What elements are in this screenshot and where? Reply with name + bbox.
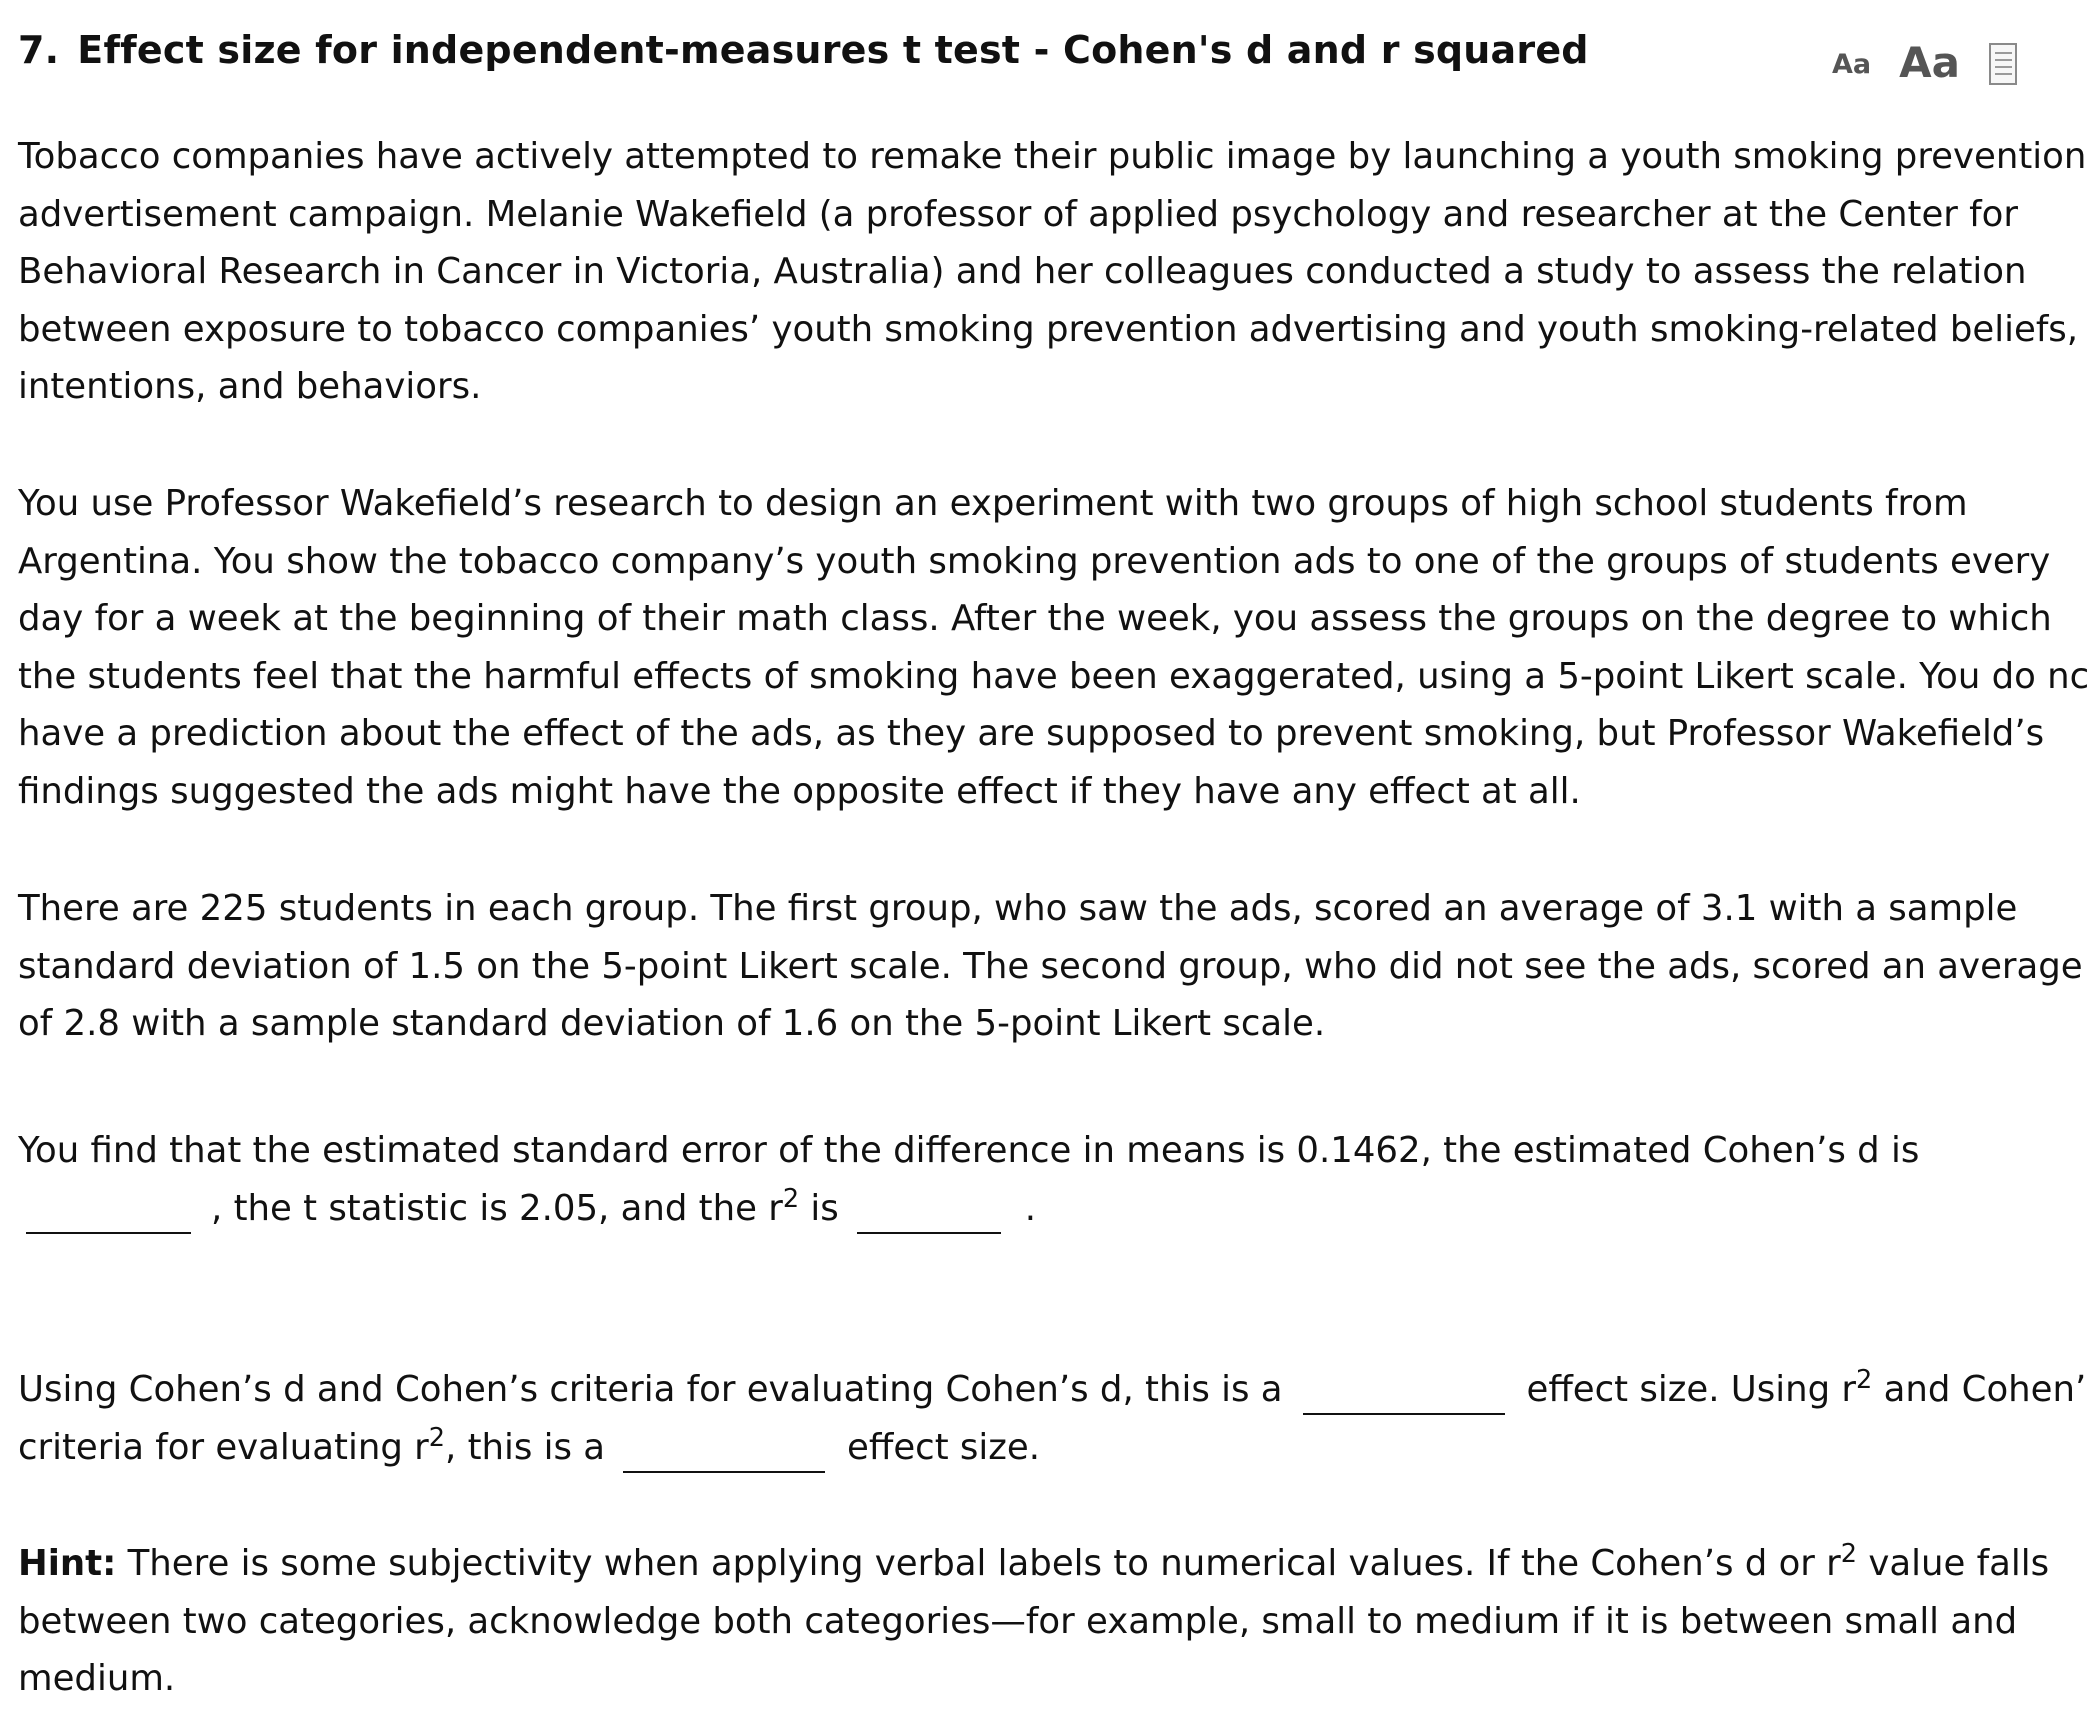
experiment-line-6: findings suggested the ads might have the opposite effect if they have any effect at all. — [18, 770, 1581, 812]
effect-size-line-1-using-r2: effect size. Using r — [1526, 1369, 1857, 1410]
group-data-line-1: There are 225 students in each group. The first group, who saw the ads, scored an average of 3.1 with a sample — [18, 888, 2018, 929]
results-line-2-text: , the t statistic is 2.05, and the r — [211, 1187, 783, 1229]
r-squared-superscript: 2 — [1840, 1539, 1858, 1570]
intro-line-5: intentions, and behaviors. — [18, 366, 482, 408]
intro-line-1: Tobacco companies have actively attempted to remake their public image by launching a youth smoking prevention — [18, 136, 2087, 177]
hint-line-1-end: value falls — [1857, 1543, 2050, 1584]
intro-paragraph — [18, 128, 2087, 416]
r-squared-superscript: 2 — [428, 1422, 446, 1453]
cohens-d-effect-label-blank[interactable] — [1303, 1376, 1505, 1415]
document-icon[interactable] — [1988, 42, 2018, 86]
r-squared-answer-blank[interactable] — [857, 1194, 1001, 1233]
effect-size-line-2-end: effect size. — [847, 1426, 1041, 1468]
experiment-line-3: day for a week at the beginning of their math class. After the week, you assess the groups on the degree to which — [18, 598, 2052, 640]
group-data-paragraph — [18, 880, 2083, 1053]
increase-text-size-button[interactable]: Aa — [1899, 38, 1960, 87]
group-data-line-2: standard deviation of 1.5 on the 5-point Likert scale. The second group, who did not see the ads, scored an average — [18, 945, 2083, 987]
results-line-2-period: . — [1024, 1187, 1037, 1229]
results-line-2 — [18, 1180, 2046, 1238]
intro-line-4: between exposure to tobacco companies’ youth smoking prevention advertising and youth smoking-related beliefs, — [18, 308, 2079, 350]
hint-line-1-text: There is some subjectivity when applying verbal labels to numerical values. If the Cohen’s d or r — [116, 1543, 1841, 1584]
effect-size-line-2 — [18, 1419, 2046, 1477]
effect-size-line-1-text: Using Cohen’s d and Cohen’s criteria for evaluating Cohen’s d, this is a — [18, 1369, 1283, 1410]
question-number: 7. — [18, 28, 60, 72]
experiment-line-1: You use Professor Wakefield’s research to design an experiment with two groups of high school students from — [18, 483, 1968, 524]
intro-line-2: advertisement campaign. Melanie Wakefield (a professor of applied psychology and researcher at the Center for — [18, 193, 2018, 235]
hint-line-3: medium. — [18, 1658, 176, 1700]
question-title-text: Effect size for independent-measures t test - Cohen's d and r squared — [77, 28, 1589, 72]
effect-size-line-2-this-is: , this is a — [445, 1426, 606, 1468]
r-squared-effect-label-blank[interactable] — [623, 1433, 825, 1472]
effect-size-line-1-cohen: and Cohen’ — [1872, 1369, 2087, 1410]
results-paragraph — [18, 1122, 2046, 1237]
experiment-line-5: have a prediction about the effect of the ads, as they are supposed to prevent smoking, but Professor Wakefield’s — [18, 713, 2045, 755]
intro-line-3: Behavioral Research in Cancer in Victoria, Australia) and her colleagues conducted a study to assess the relation — [18, 251, 2027, 293]
text-size-controls — [1832, 26, 2018, 86]
decrease-text-size-button[interactable]: Aa — [1832, 49, 1872, 80]
effect-size-line-2-text: criteria for evaluating r — [18, 1426, 429, 1468]
hint-paragraph — [18, 1535, 2050, 1708]
results-line-2-is: is — [799, 1187, 839, 1229]
question-header — [18, 28, 2046, 88]
hint-line-2: between two categories, acknowledge both categories—for example, small to medium if it is between small and — [18, 1600, 2018, 1642]
experiment-line-4: the students feel that the harmful effects of smoking have been exaggerated, using a 5-point Likert scale. You do nc — [18, 655, 2089, 697]
hint-line-1 — [18, 1535, 2050, 1593]
hint-label: Hint: — [18, 1543, 117, 1584]
experiment-line-2: Argentina. You show the tobacco company’s youth smoking prevention ads to one of the groups of students every — [18, 540, 2051, 582]
effect-size-paragraph — [18, 1361, 2087, 1476]
r-squared-superscript: 2 — [782, 1183, 800, 1214]
experiment-paragraph — [18, 475, 2089, 821]
r-squared-superscript: 2 — [1856, 1365, 1873, 1396]
cohens-d-answer-blank[interactable] — [26, 1194, 191, 1233]
group-data-line-3: of 2.8 with a sample standard deviation of 1.6 on the 5-point Likert scale. — [18, 1003, 1326, 1045]
question-title — [18, 28, 1589, 72]
effect-size-line-1 — [18, 1361, 2087, 1419]
results-line-1: You find that the estimated standard error of the difference in means is 0.1462, the estimated Cohen’s d is — [18, 1130, 1920, 1171]
